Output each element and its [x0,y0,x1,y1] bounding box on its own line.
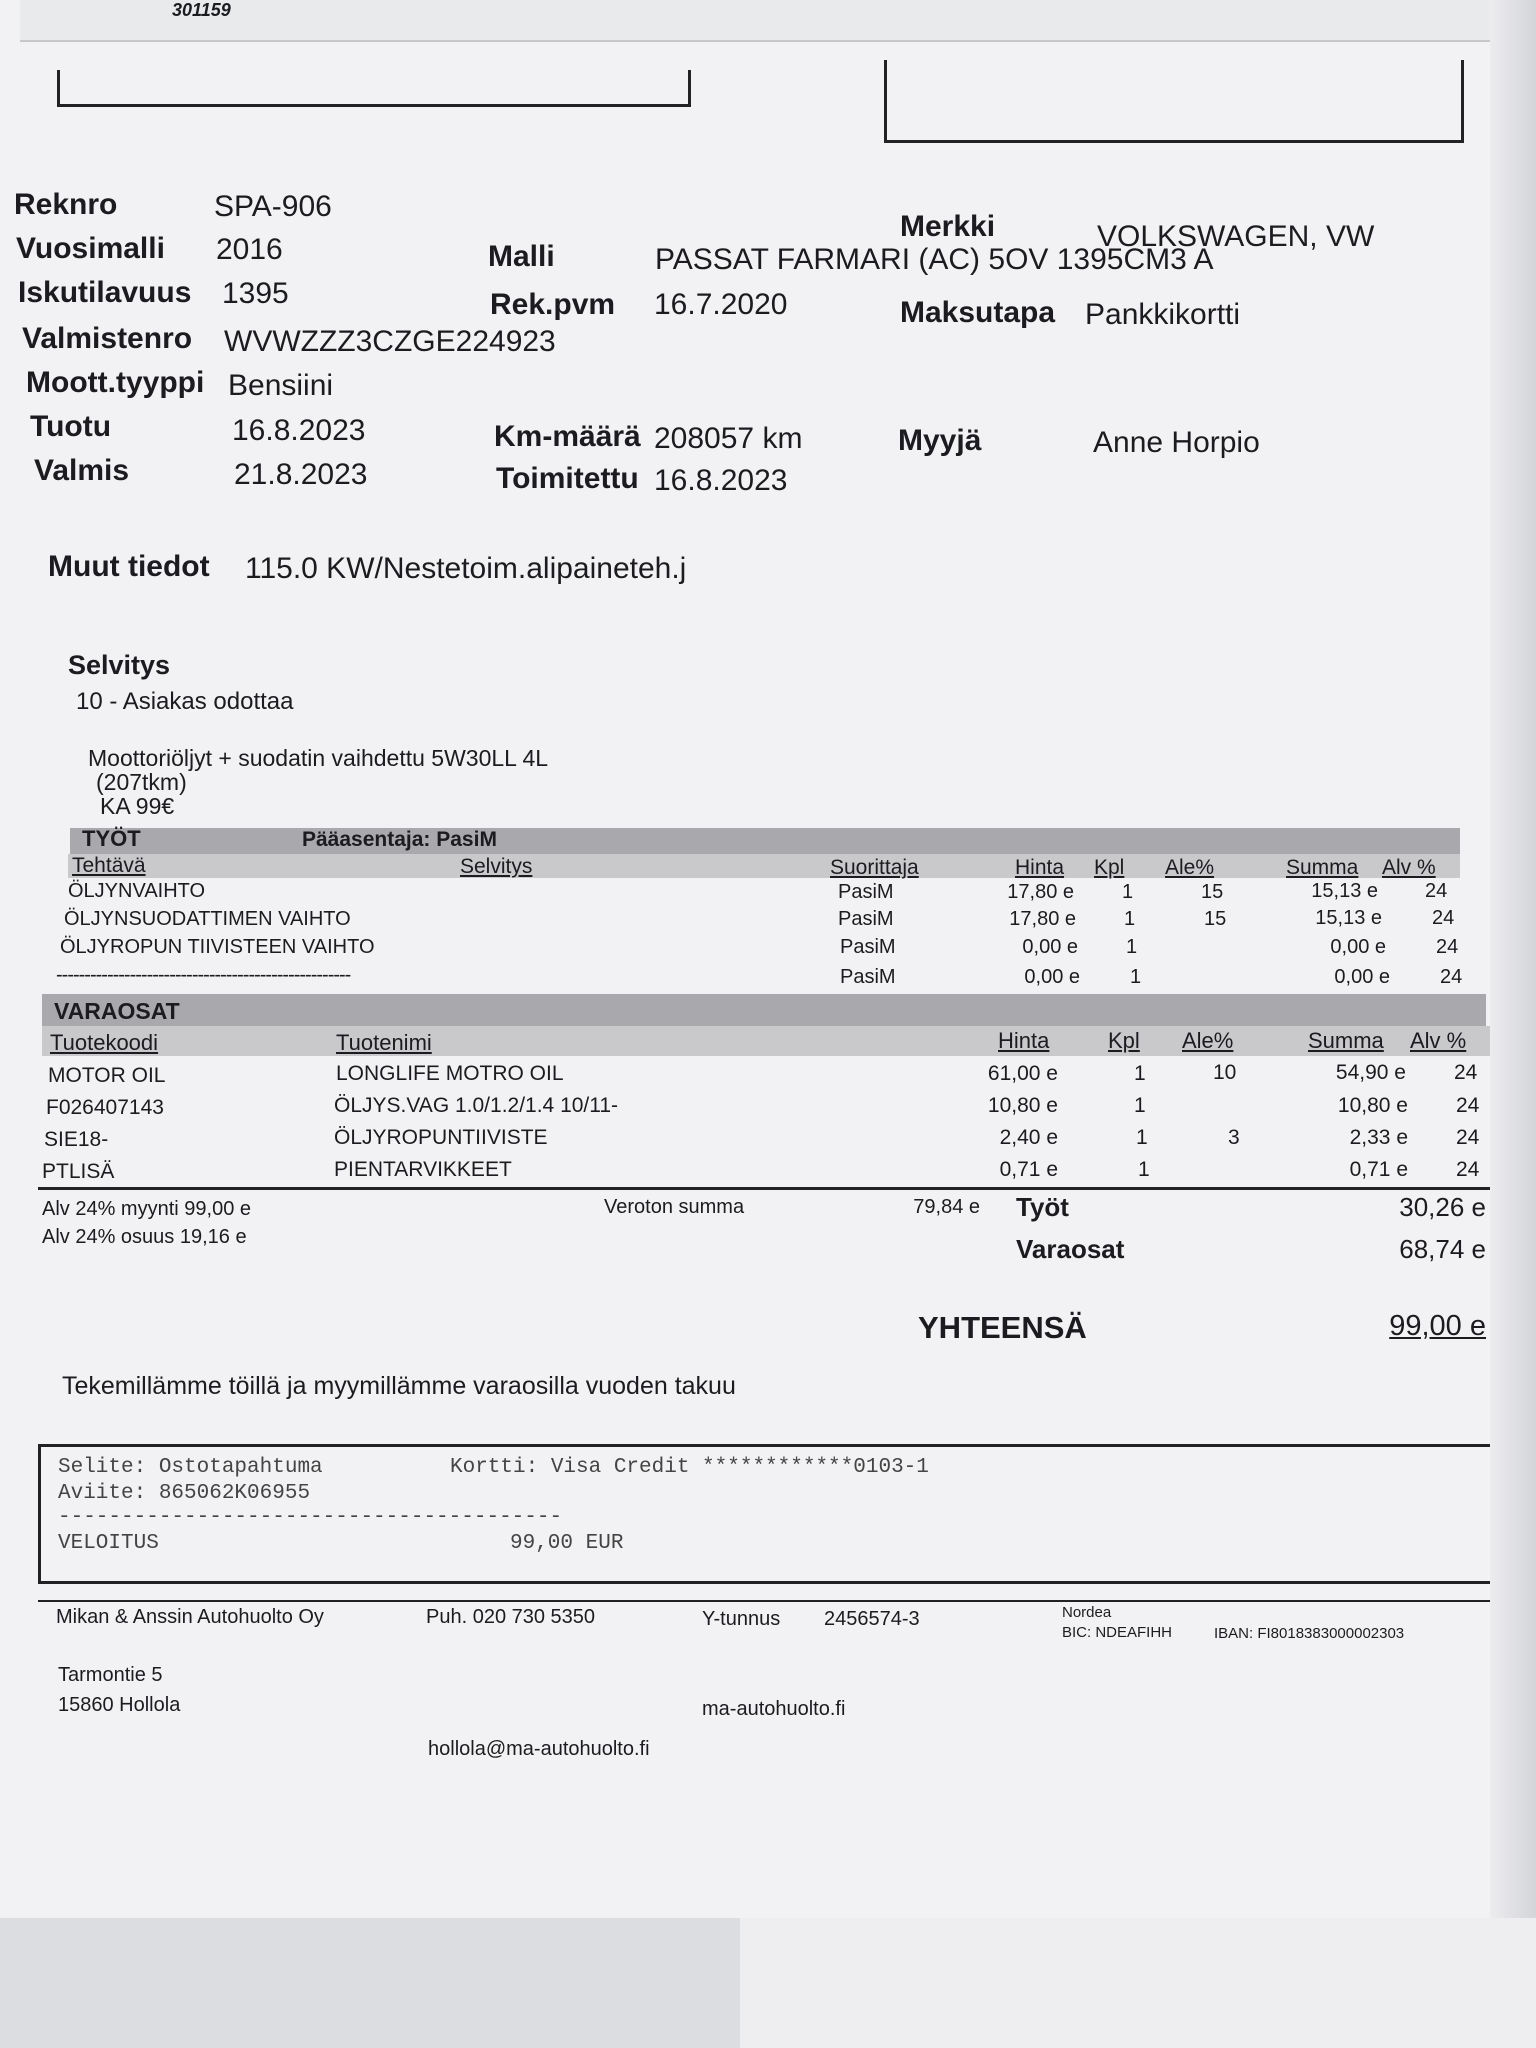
tyot-row3-hinta: 0,00 e [1022,936,1078,958]
footer-street: Tarmontie 5 [58,1664,163,1686]
underlying-sheet [740,1918,1536,2048]
footer-city: 15860 Hollola [58,1694,181,1716]
footer-ytunnus: 2456574-3 [824,1608,920,1630]
tyot-col-suorittaja: Suorittaja [830,856,919,879]
footer-web: ma-autohuolto.fi [702,1698,846,1720]
muut-tiedot-value: 115.0 KW/Nestetoim.alipaineteh.j [245,552,687,585]
tyot-row2-kpl: 1 [1124,908,1136,930]
tyot-row1-alv: 24 [1425,880,1448,902]
moottyyppi-value: Bensiini [228,369,334,402]
vuosimalli-value: 2016 [216,233,283,266]
tyot-row1-suorittaja: PasiM [838,881,894,903]
tyot-row2-hinta: 17,80 e [1009,908,1076,930]
tyot-col-summa: Summa [1286,856,1359,879]
payment-veloitus-label: VELOITUS [58,1532,159,1555]
moottyyppi-label: Moott.tyyppi [26,366,205,399]
merkki-label: Merkki [900,210,996,243]
footer-iban: IBAN: FI8018383000002303 [1214,1625,1405,1642]
tyot-row1-hinta: 17,80 e [1007,881,1074,903]
tyot-row4-alv: 24 [1440,966,1463,988]
maksutapa-label: Maksutapa [900,296,1056,329]
varaosat-row2-nimi: ÖLJYS.VAG 1.0/1.2/1.4 10/11- [334,1094,619,1117]
varaosat-col-nimi: Tuotenimi [336,1030,432,1055]
kmmaara-value: 208057 km [654,422,803,455]
varaosat-col-ale: Ale% [1182,1028,1234,1053]
valmistenro-label: Valmistenro [22,322,193,355]
selvitys-line1: 10 - Asiakas odottaa [76,688,294,715]
varaosat-row2-alv: 24 [1456,1094,1480,1117]
payment-aviite: Aviite: 865062K06955 [58,1482,311,1505]
varaosat-total-value: 68,74 e [1399,1234,1486,1264]
tyot-row4-summa: 0,00 e [1334,966,1390,988]
rekpvm-value: 16.7.2020 [654,288,788,321]
varaosat-row1-nimi: LONGLIFE MOTRO OIL [336,1062,564,1085]
rekpvm-label: Rek.pvm [490,288,616,321]
tyot-col-hinta: Hinta [1015,856,1065,879]
kmmaara-label: Km-määrä [494,420,641,453]
varaosat-col-alv: Alv % [1410,1028,1467,1053]
tyot-row1-summa: 15,13 e [1311,880,1378,902]
tyot-col-alv: Alv % [1382,856,1436,879]
selvitys-title: Selvitys [68,650,171,680]
merkki-value: VOLKSWAGEN, VW [1097,220,1375,253]
varaosat-row2-hinta: 10,80 e [987,1094,1058,1117]
reknro-value: SPA-906 [214,190,332,223]
varaosat-row3-nimi: ÖLJYROPUNTIIVISTE [334,1126,548,1149]
tyot-row3-tehtava: ÖLJYROPUN TIIVISTEEN VAIHTO [60,936,375,958]
iskutilavuus-value: 1395 [222,277,289,310]
varaosat-row3-hinta: 2,40 e [999,1126,1058,1149]
footer-phone: Puh. 020 730 5350 [426,1606,596,1628]
selvitys-line2: Moottoriöljyt + suodatin vaihdettu 5W30LL 4L [88,745,549,771]
address-box-right [884,60,1464,143]
varaosat-total-label: Varaosat [1016,1234,1125,1264]
payment-kortti: Kortti: Visa Credit ************0103-1 [450,1456,929,1479]
alv-myynti: Alv 24% myynti 99,00 e [42,1198,251,1220]
yhteensa-value: 99,00 e [1389,1310,1486,1342]
footer-ytunnus-label: Y-tunnus [702,1608,781,1630]
malli-value: PASSAT FARMARI (AC) 5OV 1395CM3 A [655,243,1214,276]
varaosat-row3-alv: 24 [1456,1126,1480,1149]
address-box-left [57,70,691,107]
toimitettu-label: Toimitettu [496,462,639,495]
tuotu-value: 16.8.2023 [232,414,366,447]
top-flap [20,0,1496,42]
varaosat-col-koodi: Tuotekoodi [50,1030,159,1055]
tyot-row3-summa: 0,00 e [1330,936,1386,958]
tyot-col-ale: Ale% [1165,856,1215,879]
veroton-label: Veroton summa [604,1196,745,1218]
varaosat-row2-summa: 10,80 e [1337,1094,1408,1117]
varaosat-row3-koodi: SIE18- [44,1128,109,1151]
yhteensa-label: YHTEENSÄ [918,1310,1087,1345]
tyot-row2-tehtava: ÖLJYNSUODATTIMEN VAIHTO [64,908,351,930]
varaosat-col-hinta: Hinta [998,1028,1050,1053]
paper-fold-shadow [1490,0,1536,1918]
tyot-total-label: Työt [1016,1192,1069,1222]
myyja-label: Myyjä [898,424,982,457]
tyot-row3-alv: 24 [1436,936,1459,958]
tyot-total-value: 30,26 e [1399,1192,1486,1222]
varaosat-row4-alv: 24 [1456,1158,1480,1181]
tyot-row1-kpl: 1 [1122,881,1134,903]
footer-email: hollola@ma-autohuolto.fi [428,1738,650,1760]
tuotu-label: Tuotu [30,410,112,443]
malli-label: Malli [488,240,555,273]
tyot-row4-kpl: 1 [1130,966,1142,988]
varaosat-row1-koodi: MOTOR OIL [48,1064,166,1087]
varaosat-column-bar [42,1026,1490,1056]
myyja-value: Anne Horpio [1093,426,1260,459]
tyot-row3-suorittaja: PasiM [840,936,896,958]
varaosat-header-bar [42,994,1486,1026]
tyot-row2-alv: 24 [1432,907,1455,929]
footer-bic: BIC: NDEAFIHH [1062,1624,1173,1641]
varaosat-row3-ale: 3 [1228,1126,1240,1149]
iskutilavuus-label: Iskutilavuus [18,276,192,309]
varaosat-row2-koodi: F026407143 [46,1096,164,1119]
tyot-col-tehtava: Tehtävä [72,854,146,877]
valmis-label: Valmis [34,454,130,487]
varaosat-row3-summa: 2,33 e [1349,1126,1408,1149]
varaosat-row1-ale: 10 [1213,1061,1237,1084]
varaosat-row1-hinta: 61,00 e [987,1062,1058,1085]
tyot-title: TYÖT [82,826,141,851]
vuosimalli-label: Vuosimalli [16,232,165,265]
tyot-header-bar [70,828,1460,854]
tyot-row4-hinta: 0,00 e [1024,966,1080,988]
top-code: 301159 [172,0,231,20]
valmistenro-value: WVWZZZ3CZGE224923 [224,325,556,358]
varaosat-row2-kpl: 1 [1134,1094,1146,1117]
toimitettu-value: 16.8.2023 [654,464,788,497]
reknro-label: Reknro [14,188,118,221]
muut-tiedot-label: Muut tiedot [48,550,210,583]
selvitys-line3: (207tkm) [96,769,187,795]
valmis-value: 21.8.2023 [234,458,368,491]
varaosat-col-summa: Summa [1308,1028,1384,1053]
varaosat-row1-kpl: 1 [1134,1062,1146,1085]
payment-selite: Selite: Ostotapahtuma [58,1456,323,1479]
tyot-row4-tehtava: ---------------------------------------------------- [56,964,351,986]
payment-dashes: ---------------------------------------- [58,1506,563,1529]
varaosat-row4-hinta: 0,71 e [999,1158,1058,1181]
footer-divider [38,1600,1506,1602]
totals-divider [38,1187,1492,1190]
veroton-value: 79,84 e [913,1196,980,1218]
tyot-row2-summa: 15,13 e [1315,907,1382,929]
varaosat-row4-kpl: 1 [1138,1158,1150,1181]
selvitys-line4: KA 99€ [100,793,175,819]
tyot-row2-ale: 15 [1204,908,1227,930]
varaosat-row1-alv: 24 [1454,1061,1478,1084]
tyot-col-kpl: Kpl [1094,856,1125,879]
tyot-row1-tehtava: ÖLJYNVAIHTO [68,880,206,902]
varaosat-row1-summa: 54,90 e [1335,1061,1406,1084]
tyot-row2-suorittaja: PasiM [838,908,894,930]
varaosat-row4-summa: 0,71 e [1349,1158,1408,1181]
varaosat-row3-kpl: 1 [1136,1126,1148,1149]
tyot-col-selvitys: Selvitys [460,855,533,878]
tyot-row3-kpl: 1 [1126,936,1138,958]
varaosat-row4-nimi: PIENTARVIKKEET [334,1158,512,1181]
varaosat-row4-koodi: PTLISÄ [42,1160,115,1183]
alv-osuus: Alv 24% osuus 19,16 e [42,1226,247,1248]
footer-bank: Nordea [1062,1604,1112,1621]
tyot-row1-ale: 15 [1201,881,1224,903]
varaosat-title: VARAOSAT [54,998,180,1024]
maksutapa-value: Pankkikortti [1085,298,1241,331]
footer-company: Mikan & Anssin Autohuolto Oy [56,1606,324,1628]
varaosat-col-kpl: Kpl [1108,1028,1140,1053]
payment-veloitus-value: 99,00 EUR [510,1532,624,1555]
takuu-text: Tekemillämme töillä ja myymillämme varaosilla vuoden takuu [62,1372,736,1400]
tyot-row4-suorittaja: PasiM [840,966,896,988]
tyot-mechanic: Pääasentaja: PasiM [302,828,497,851]
tyot-column-bar [68,854,1460,878]
